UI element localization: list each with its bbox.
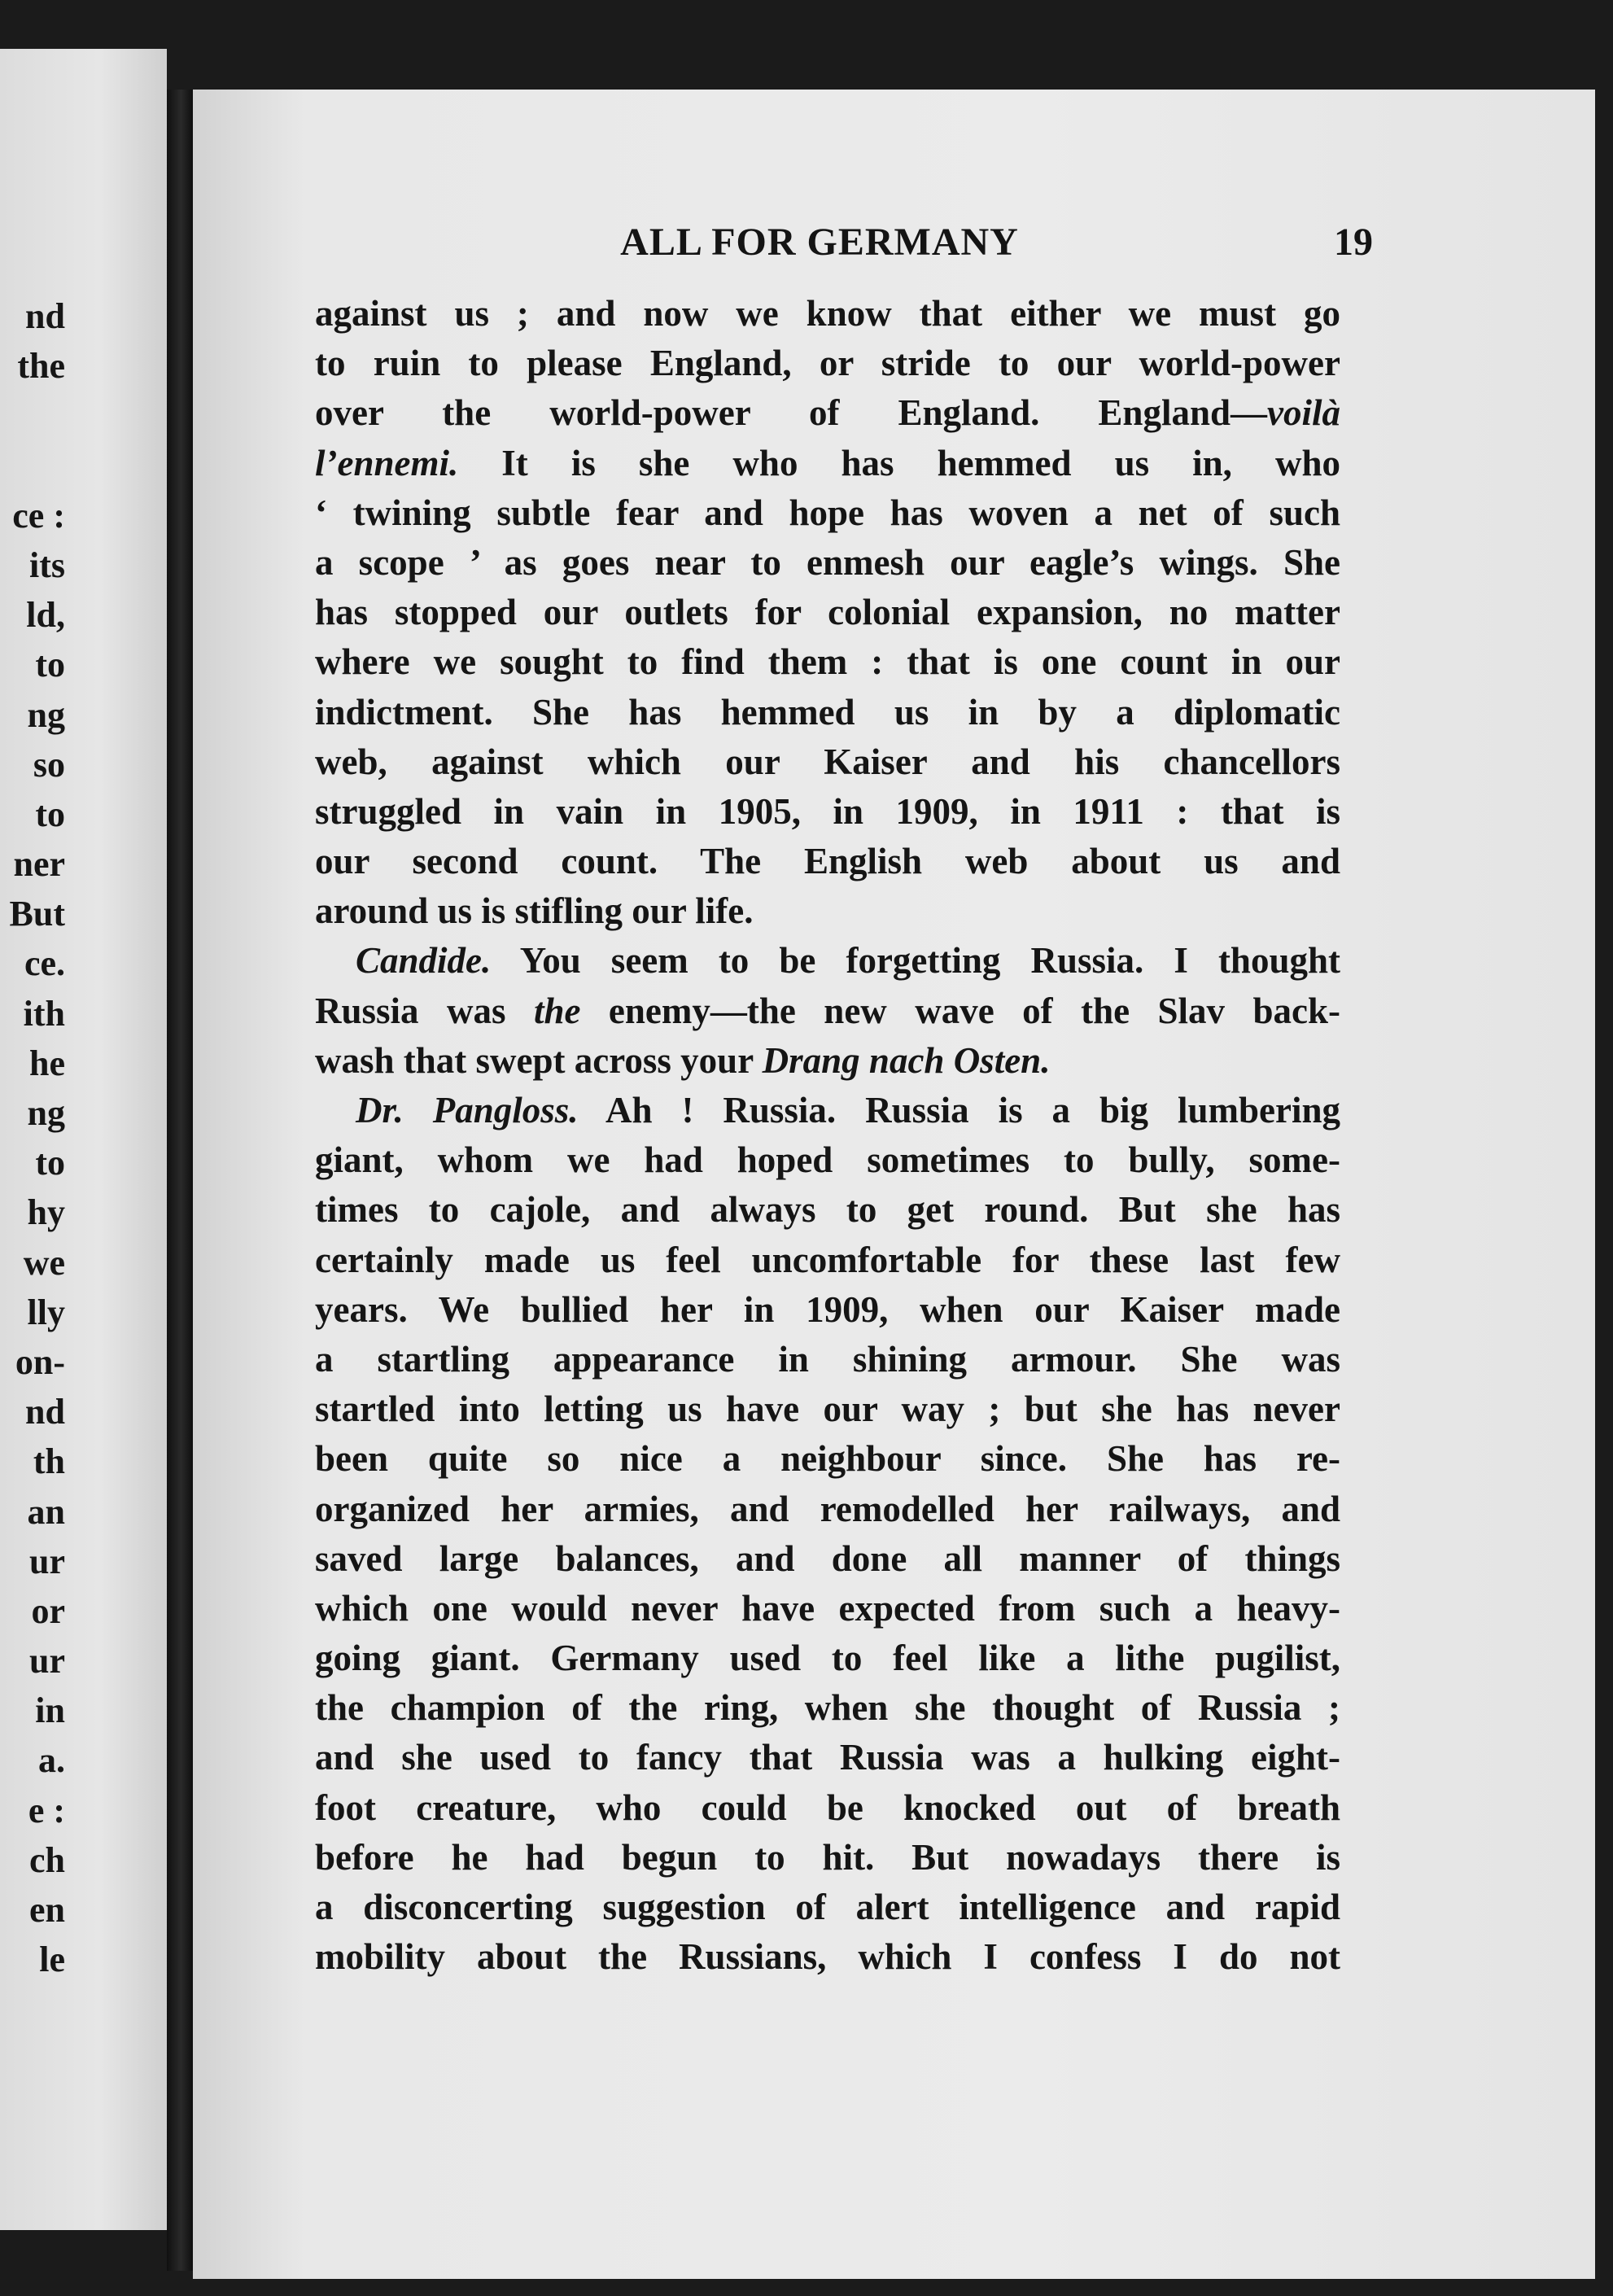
text-line: [315, 1485, 1340, 1534]
text-line: [315, 388, 1340, 438]
text-segment: It is she who has hemmed us in, who: [458, 442, 1340, 483]
text-line: [315, 339, 1340, 388]
text-line: [315, 1384, 1340, 1434]
text-line: [315, 688, 1340, 737]
text-line: [315, 986, 1340, 1036]
text-line: [315, 588, 1340, 637]
text-segment: giant, whom we had hoped sometimes to bully, some-: [315, 1139, 1340, 1181]
facing-page-fragment: en: [29, 1890, 65, 1930]
text-segment: going giant. Germany used to feel like a lithe pugilist,: [315, 1638, 1340, 1679]
text-segment: against us ; and now we know that either we must go: [315, 293, 1340, 334]
text-line: [315, 1683, 1340, 1733]
text-segment: which one would never have expected from such a heavy-: [315, 1587, 1340, 1629]
text-line: [315, 1584, 1340, 1633]
book-page: [193, 90, 1595, 2279]
text-line: [315, 1434, 1340, 1484]
text-segment: struggled in vain in 1905, in 1909, in 1911 : that is: [315, 790, 1340, 832]
text-line: [315, 886, 1340, 936]
facing-page-fragment: ng: [27, 694, 65, 735]
text-segment: a scope ’ as goes near to enmesh our eagle’s wings. She: [315, 541, 1340, 583]
facing-page-fragment: ce.: [24, 943, 65, 984]
text-segment: and she used to fancy that Russia was a hulking eight-: [315, 1737, 1340, 1778]
facing-page-fragment: [0, 391, 65, 440]
text-line: [315, 787, 1340, 837]
italic-segment: voilà: [1267, 392, 1340, 434]
text-segment: a disconcerting suggestion of alert intelligence and rapid: [315, 1887, 1340, 1927]
text-segment: the champion of the ring, when she thought of Russia ;: [315, 1687, 1340, 1729]
text-segment: where we sought to find them : that is one count in our: [315, 641, 1340, 683]
text-segment: to ruin to please England, or stride to our world-power: [315, 343, 1340, 384]
text-line: [315, 1733, 1340, 1782]
italic-segment: Drang nach Osten.: [762, 1039, 1051, 1081]
text-segment: Russia was: [315, 990, 534, 1031]
facing-page-fragment: th: [33, 1441, 65, 1482]
facing-page-fragment: a.: [38, 1740, 65, 1781]
facing-page-fragment: nd: [25, 1392, 65, 1432]
page-number: 19: [1334, 221, 1373, 264]
text-line: [315, 1235, 1340, 1285]
text-line: [315, 1783, 1340, 1833]
facing-page-fragment: ch: [29, 1839, 65, 1880]
facing-page-fragment: to: [35, 645, 65, 685]
text-segment: indictment. She has hemmed us in by a diplomatic: [315, 691, 1340, 733]
facing-page-fragment: hy: [27, 1192, 65, 1233]
facing-page-fragment: [0, 441, 65, 491]
facing-page-fragment: ld,: [26, 595, 65, 636]
facing-page-fragment: lly: [27, 1292, 65, 1332]
text-segment: before he had begun to hit. But nowadays there is: [315, 1836, 1340, 1878]
text-line: [315, 1534, 1340, 1584]
text-segment: saved large balances, and done all manner of things: [315, 1537, 1340, 1579]
text-segment: Ah ! Russia. Russia is a big lumbering: [578, 1090, 1340, 1131]
text-line: [315, 1135, 1340, 1185]
facing-page-fragment: we: [23, 1242, 65, 1283]
italic-segment: Candide.: [356, 940, 492, 982]
text-segment: around us is stifling our life.: [315, 890, 754, 932]
text-line: [315, 1185, 1340, 1235]
book-gutter: [167, 90, 193, 2271]
facing-page-fragment: in: [35, 1690, 65, 1731]
text-segment: foot creature, who could be knocked out of breath: [315, 1787, 1340, 1828]
text-line: [315, 1086, 1340, 1135]
text-line: [315, 289, 1340, 339]
facing-page-text-fragments: [0, 291, 65, 1984]
facing-page-fragment: But: [9, 894, 65, 934]
italic-segment: l’ennemi.: [315, 442, 459, 483]
facing-page-fragment: or: [31, 1590, 65, 1631]
facing-page-fragment: an: [27, 1491, 65, 1532]
text-line: [315, 1932, 1340, 1982]
text-segment: times to cajole, and always to get round. But she has: [315, 1189, 1340, 1231]
facing-page-fragment: ur: [29, 1541, 65, 1581]
facing-page-fragment: nd: [25, 296, 65, 336]
text-line: [315, 488, 1340, 538]
text-line: [315, 439, 1340, 488]
text-segment: ‘ twining subtle fear and hope has woven a net of such: [315, 492, 1340, 533]
text-segment: web, against which our Kaiser and his chancellors: [315, 741, 1340, 782]
italic-segment: the: [533, 990, 581, 1031]
facing-page-fragment: he: [29, 1043, 65, 1083]
facing-page-fragment: ur: [29, 1641, 65, 1682]
page-header: [193, 220, 1595, 269]
text-segment: been quite so nice a neighbour since. She has re-: [315, 1438, 1340, 1480]
text-segment: a startling appearance in shining armour. She was: [315, 1338, 1340, 1380]
text-segment: You seem to be forgetting Russia. I thought: [491, 940, 1340, 982]
facing-page-fragment: its: [29, 544, 65, 585]
facing-page-fragment: le: [39, 1940, 65, 1980]
text-segment: our second count. The English web about us and: [315, 841, 1340, 882]
text-segment: organized her armies, and remodelled her railways, and: [315, 1488, 1340, 1529]
text-segment: has stopped our outlets for colonial expansion, no matter: [315, 592, 1340, 633]
facing-page-fragment: ith: [23, 993, 65, 1034]
text-line: [315, 1883, 1340, 1932]
facing-page-fragment: ng: [27, 1093, 65, 1133]
body-text: [315, 289, 1340, 1982]
text-line: [315, 936, 1340, 986]
facing-page-fragment: e :: [28, 1790, 65, 1830]
text-segment: mobility about the Russians, which I confess I do not: [315, 1936, 1340, 1978]
facing-page-fragment: to: [35, 1143, 65, 1183]
text-line: [315, 538, 1340, 588]
facing-page-fragment: to: [35, 794, 65, 834]
facing-page: [0, 49, 167, 2230]
text-segment: certainly made us feel uncomfortable for these last few: [315, 1239, 1340, 1280]
italic-segment: Dr. Pangloss.: [356, 1090, 579, 1131]
facing-page-fragment: on-: [15, 1341, 65, 1382]
text-line: [315, 1335, 1340, 1384]
facing-page-fragment: so: [33, 744, 65, 785]
text-segment: wash that swept across your: [315, 1039, 763, 1081]
text-line: [315, 737, 1340, 787]
text-segment: startled into letting us have our way ; but she has never: [315, 1389, 1340, 1430]
facing-page-fragment: the: [17, 346, 65, 387]
text-line: [315, 837, 1340, 886]
text-segment: years. We bullied her in 1909, when our Kaiser made: [315, 1288, 1340, 1330]
facing-page-fragment: ce :: [12, 495, 65, 536]
facing-page-fragment: ner: [13, 844, 65, 885]
text-line: [315, 1036, 1340, 1086]
text-segment: enemy—the new wave of the Slav back-: [580, 990, 1340, 1031]
text-line: [315, 1833, 1340, 1883]
text-line: [315, 637, 1340, 687]
running-head: ALL FOR GERMANY: [620, 221, 1019, 264]
text-line: [315, 1633, 1340, 1683]
text-segment: over the world-power of England. England—: [315, 392, 1268, 434]
text-line: [315, 1285, 1340, 1335]
